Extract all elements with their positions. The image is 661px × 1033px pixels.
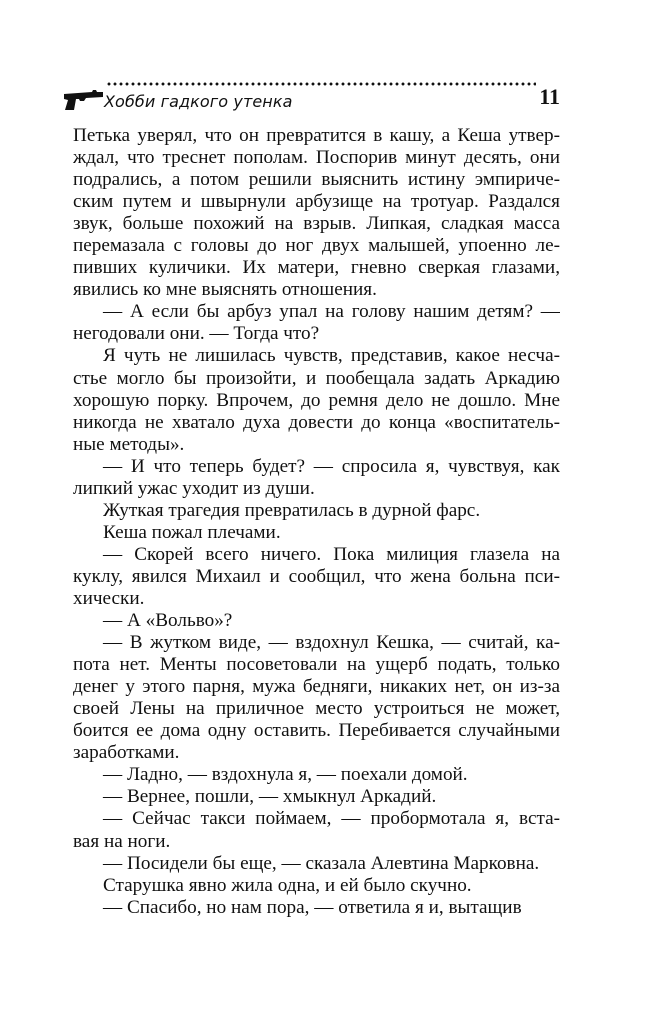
text-line: — И что теперь будет? — спросила я, чувствуя, как [103,455,560,477]
paragraph [73,610,560,632]
text-line: звук, больше похожий на взрыв. Липкая, сладкая масса [73,213,560,235]
revolver-icon [62,88,104,112]
paragraph [73,544,560,610]
text-line: заработками. [73,742,180,764]
text-line: явились ко мне выяснять отношения. [73,279,377,301]
text-line: Я чуть не лишилась чувств, представив, какое несча- [103,345,560,367]
text-line: негодовали они. — Тогда что? [73,323,320,345]
paragraph [73,125,560,301]
paragraph [73,897,560,919]
text-line: ждал, что треснет пополам. Поспорив минут десять, они [73,147,560,169]
page-header [62,78,562,118]
text-line: боится ее дома одну оставить. Перебивается случайными [73,720,560,742]
text-line: Кеша пожал плечами. [103,521,281,543]
paragraph [73,875,560,897]
text-line: — Спасибо, но нам пора, — ответила я и, вытащив [103,896,522,918]
paragraph [73,522,560,544]
running-title: Хобби гадкого утенка [104,92,293,111]
text-line: — А если бы арбуз упал на голову нашим детям? — [103,301,560,323]
body-text [73,125,560,919]
text-line: никогда не хватало духа довести до конца «воспитатель- [73,411,560,433]
paragraph [73,808,560,852]
text-line: хорошую порку. Впрочем, до ремня дело не дошло. Мне [73,389,560,411]
header-dotted-rule [106,81,536,87]
paragraph [73,500,560,522]
text-line: липкий ужас уходит из души. [73,477,315,499]
page-number: 11 [539,84,560,109]
text-line: куклу, явился Михаил и сообщил, что жена больна пси- [73,565,560,587]
text-line: хически. [73,587,145,609]
text-line: стье могло бы произойти, и пообещала задать Аркадию [73,367,560,389]
text-line: вая на ноги. [73,830,171,852]
text-line: Петька уверял, что он превратится в кашу, а Кеша утвер- [73,125,560,146]
paragraph [73,345,560,455]
text-line: — Скорей всего ничего. Пока милиция глазела на [103,543,560,565]
text-line: ским путем и швырнули арбузище на тротуар. Раздался [73,191,560,213]
text-line: пивших куличики. Их матери, гневно сверкая глазами, [73,257,560,279]
text-line: — Ладно, — вздохнула я, — поехали домой. [103,764,468,786]
text-line: — А «Вольво»? [103,610,233,632]
text-line: — Сейчас такси поймаем, — пробормотала я, вста- [103,808,560,830]
text-line: — Посидели бы еще, — сказала Алевтина Марковна. [103,852,540,874]
text-line: Жуткая трагедия превратилась в дурной фарс. [103,499,481,521]
paragraph [73,632,560,764]
text-line: — Вернее, пошли, — хмыкнул Аркадий. [103,786,437,808]
text-line: своей Лены на приличное место устроиться не может, [73,698,560,720]
text-line: денег у этого парня, мужа бедняги, никаких нет, он из-за [73,676,560,698]
text-line: Старушка явно жила одна, и ей было скучно. [103,874,472,896]
text-line: пота нет. Менты посоветовали на ущерб подать, только [73,654,560,676]
text-line: — В жутком виде, — вздохнул Кешка, — считай, ка- [103,632,560,654]
text-line: ные методы». [73,433,185,455]
paragraph [73,764,560,786]
paragraph [73,456,560,500]
paragraph [73,301,560,345]
paragraph [73,853,560,875]
text-line: перемазала с головы до ног двух малышей, упоенно ле- [73,235,560,257]
text-line: подрались, а потом решили выяснить истину эмпириче- [73,169,560,191]
paragraph [73,786,560,808]
